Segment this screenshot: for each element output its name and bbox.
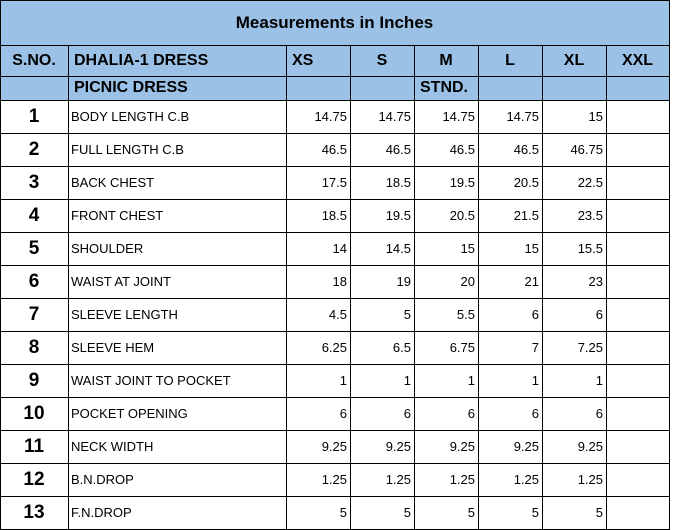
value-xs: 5 [339, 505, 347, 520]
subheader-blank-xxl [606, 76, 669, 100]
grid-hline [0, 364, 670, 365]
measurement-label: FULL LENGTH C.B [71, 142, 184, 157]
value-xxl [606, 298, 669, 331]
header-size-m: M [414, 45, 478, 76]
value-xxl [606, 265, 669, 298]
value-l: 46.5 [513, 142, 539, 157]
value-m: 1 [467, 373, 475, 388]
value-s: 14.75 [378, 109, 411, 124]
grid-vline [478, 45, 479, 529]
subheader-blank-sno [0, 76, 68, 100]
value-l: 7 [531, 340, 539, 355]
grid-hline [0, 298, 670, 299]
value-l: 21 [524, 274, 539, 289]
value-xs: 46.5 [321, 142, 347, 157]
value-xxl [606, 133, 669, 166]
value-xs: 6.25 [321, 340, 347, 355]
value-m: 20.5 [449, 208, 475, 223]
measurement-label: WAIST JOINT TO POCKET [71, 373, 231, 388]
grid-hline [0, 265, 670, 266]
grid-vline [606, 45, 607, 529]
subheader-style-type: PICNIC DRESS [68, 76, 286, 100]
header-size-xs: XS [286, 45, 350, 76]
value-xl: 23 [588, 274, 603, 289]
value-xxl [606, 364, 669, 397]
grid-hline [0, 199, 670, 200]
value-xs: 1.25 [321, 472, 347, 487]
value-xl: 6 [595, 307, 603, 322]
subheader-blank-s [350, 76, 414, 100]
value-xl: 7.25 [577, 340, 603, 355]
value-xs: 9.25 [321, 439, 347, 454]
row-number: 12 [23, 468, 45, 490]
measurement-label: FRONT CHEST [71, 208, 164, 223]
value-s: 1.25 [385, 472, 411, 487]
value-l: 1.25 [513, 472, 539, 487]
value-xs: 17.5 [321, 175, 347, 190]
value-s: 9.25 [385, 439, 411, 454]
measurement-label: SLEEVE LENGTH [71, 307, 178, 322]
measurement-label: BACK CHEST [71, 175, 155, 190]
measurement-label: SHOULDER [71, 241, 144, 256]
value-s: 6 [403, 406, 411, 421]
value-xxl [606, 463, 669, 496]
value-xl: 23.5 [577, 208, 603, 223]
grid-vline [0, 45, 1, 529]
value-m: 6.75 [449, 340, 475, 355]
subheader-standard-size: STND. [414, 76, 478, 100]
grid-vline [669, 0, 670, 45]
row-number: 7 [28, 303, 40, 325]
subheader-blank-xs [286, 76, 350, 100]
value-xl: 1 [595, 373, 603, 388]
value-xxl [606, 331, 669, 364]
value-l: 5 [531, 505, 539, 520]
grid-hline [0, 331, 670, 332]
measurement-label: BODY LENGTH C.B [71, 109, 190, 124]
value-s: 46.5 [385, 142, 411, 157]
value-xl: 9.25 [577, 439, 603, 454]
row-number: 1 [28, 105, 40, 127]
grid-vline [350, 45, 351, 529]
value-s: 5 [403, 505, 411, 520]
grid-hline [0, 397, 670, 398]
row-number: 9 [28, 369, 40, 391]
row-number: 5 [28, 237, 40, 259]
value-xs: 18 [332, 274, 347, 289]
value-xs: 4.5 [328, 307, 347, 322]
grid-vline [542, 45, 543, 529]
grid-vline [669, 45, 670, 529]
value-m: 9.25 [449, 439, 475, 454]
value-s: 14.5 [385, 241, 411, 256]
measurement-label: WAIST AT JOINT [71, 274, 171, 289]
value-m: 5.5 [456, 307, 475, 322]
row-number: 8 [28, 336, 40, 358]
grid-hline [0, 76, 670, 77]
value-xs: 6 [339, 406, 347, 421]
grid-hline [0, 232, 670, 233]
sheet-title: Measurements in Inches [0, 0, 669, 45]
measurement-label: B.N.DROP [71, 472, 134, 487]
value-xxl [606, 397, 669, 430]
measurement-label: NECK WIDTH [71, 439, 154, 454]
value-xxl [606, 166, 669, 199]
header-sno: S.NO. [0, 45, 68, 76]
value-l: 20.5 [513, 175, 539, 190]
value-s: 6.5 [392, 340, 411, 355]
value-xl: 15.5 [577, 241, 603, 256]
value-m: 5 [467, 505, 475, 520]
value-s: 1 [403, 373, 411, 388]
grid-hline [0, 100, 670, 101]
value-xl: 22.5 [577, 175, 603, 190]
value-l: 14.75 [506, 109, 539, 124]
value-xxl [606, 199, 669, 232]
value-l: 15 [524, 241, 539, 256]
header-size-l: L [478, 45, 542, 76]
grid-hline [0, 430, 670, 431]
value-m: 19.5 [449, 175, 475, 190]
value-m: 20 [460, 274, 475, 289]
grid-vline [0, 0, 1, 45]
grid-vline [286, 45, 287, 529]
grid-vline [68, 45, 69, 529]
value-m: 6 [467, 406, 475, 421]
value-xxl [606, 430, 669, 463]
row-number: 10 [23, 402, 45, 424]
measurement-label: F.N.DROP [71, 505, 132, 520]
value-l: 9.25 [513, 439, 539, 454]
value-xl: 6 [595, 406, 603, 421]
row-number: 3 [28, 171, 40, 193]
row-number: 13 [23, 501, 45, 523]
value-xl: 5 [595, 505, 603, 520]
value-xs: 18.5 [321, 208, 347, 223]
value-xxl [606, 232, 669, 265]
value-m: 14.75 [442, 109, 475, 124]
value-l: 21.5 [513, 208, 539, 223]
header-size-xl: XL [542, 45, 606, 76]
grid-hline [0, 463, 670, 464]
grid-hline [0, 496, 670, 497]
row-number: 2 [28, 138, 40, 160]
value-xl: 46.75 [570, 142, 603, 157]
grid-hline [0, 166, 670, 167]
value-xl: 15 [588, 109, 603, 124]
value-l: 6 [531, 307, 539, 322]
value-m: 1.25 [449, 472, 475, 487]
grid-hline [0, 0, 670, 1]
value-xs: 1 [339, 373, 347, 388]
subheader-blank-l [478, 76, 542, 100]
grid-hline [0, 45, 670, 46]
value-s: 19 [396, 274, 411, 289]
subheader-blank-xl [542, 76, 606, 100]
row-number: 11 [23, 435, 45, 457]
header-size-s: S [350, 45, 414, 76]
value-xxl [606, 496, 669, 529]
value-s: 5 [403, 307, 411, 322]
header-size-xxl: XXL [606, 45, 669, 76]
value-xl: 1.25 [577, 472, 603, 487]
value-xs: 14.75 [314, 109, 347, 124]
value-l: 6 [531, 406, 539, 421]
grid-hline [0, 133, 670, 134]
measurement-label: POCKET OPENING [71, 406, 188, 421]
value-m: 46.5 [449, 142, 475, 157]
grid-vline [414, 45, 415, 529]
value-xxl [606, 100, 669, 133]
row-number: 6 [28, 270, 40, 292]
value-l: 1 [531, 373, 539, 388]
value-m: 15 [460, 241, 475, 256]
value-s: 18.5 [385, 175, 411, 190]
row-number: 4 [28, 204, 40, 226]
measurement-label: SLEEVE HEM [71, 340, 155, 355]
value-xs: 14 [332, 241, 347, 256]
header-style-name: DHALIA-1 DRESS [68, 45, 286, 76]
value-s: 19.5 [385, 208, 411, 223]
